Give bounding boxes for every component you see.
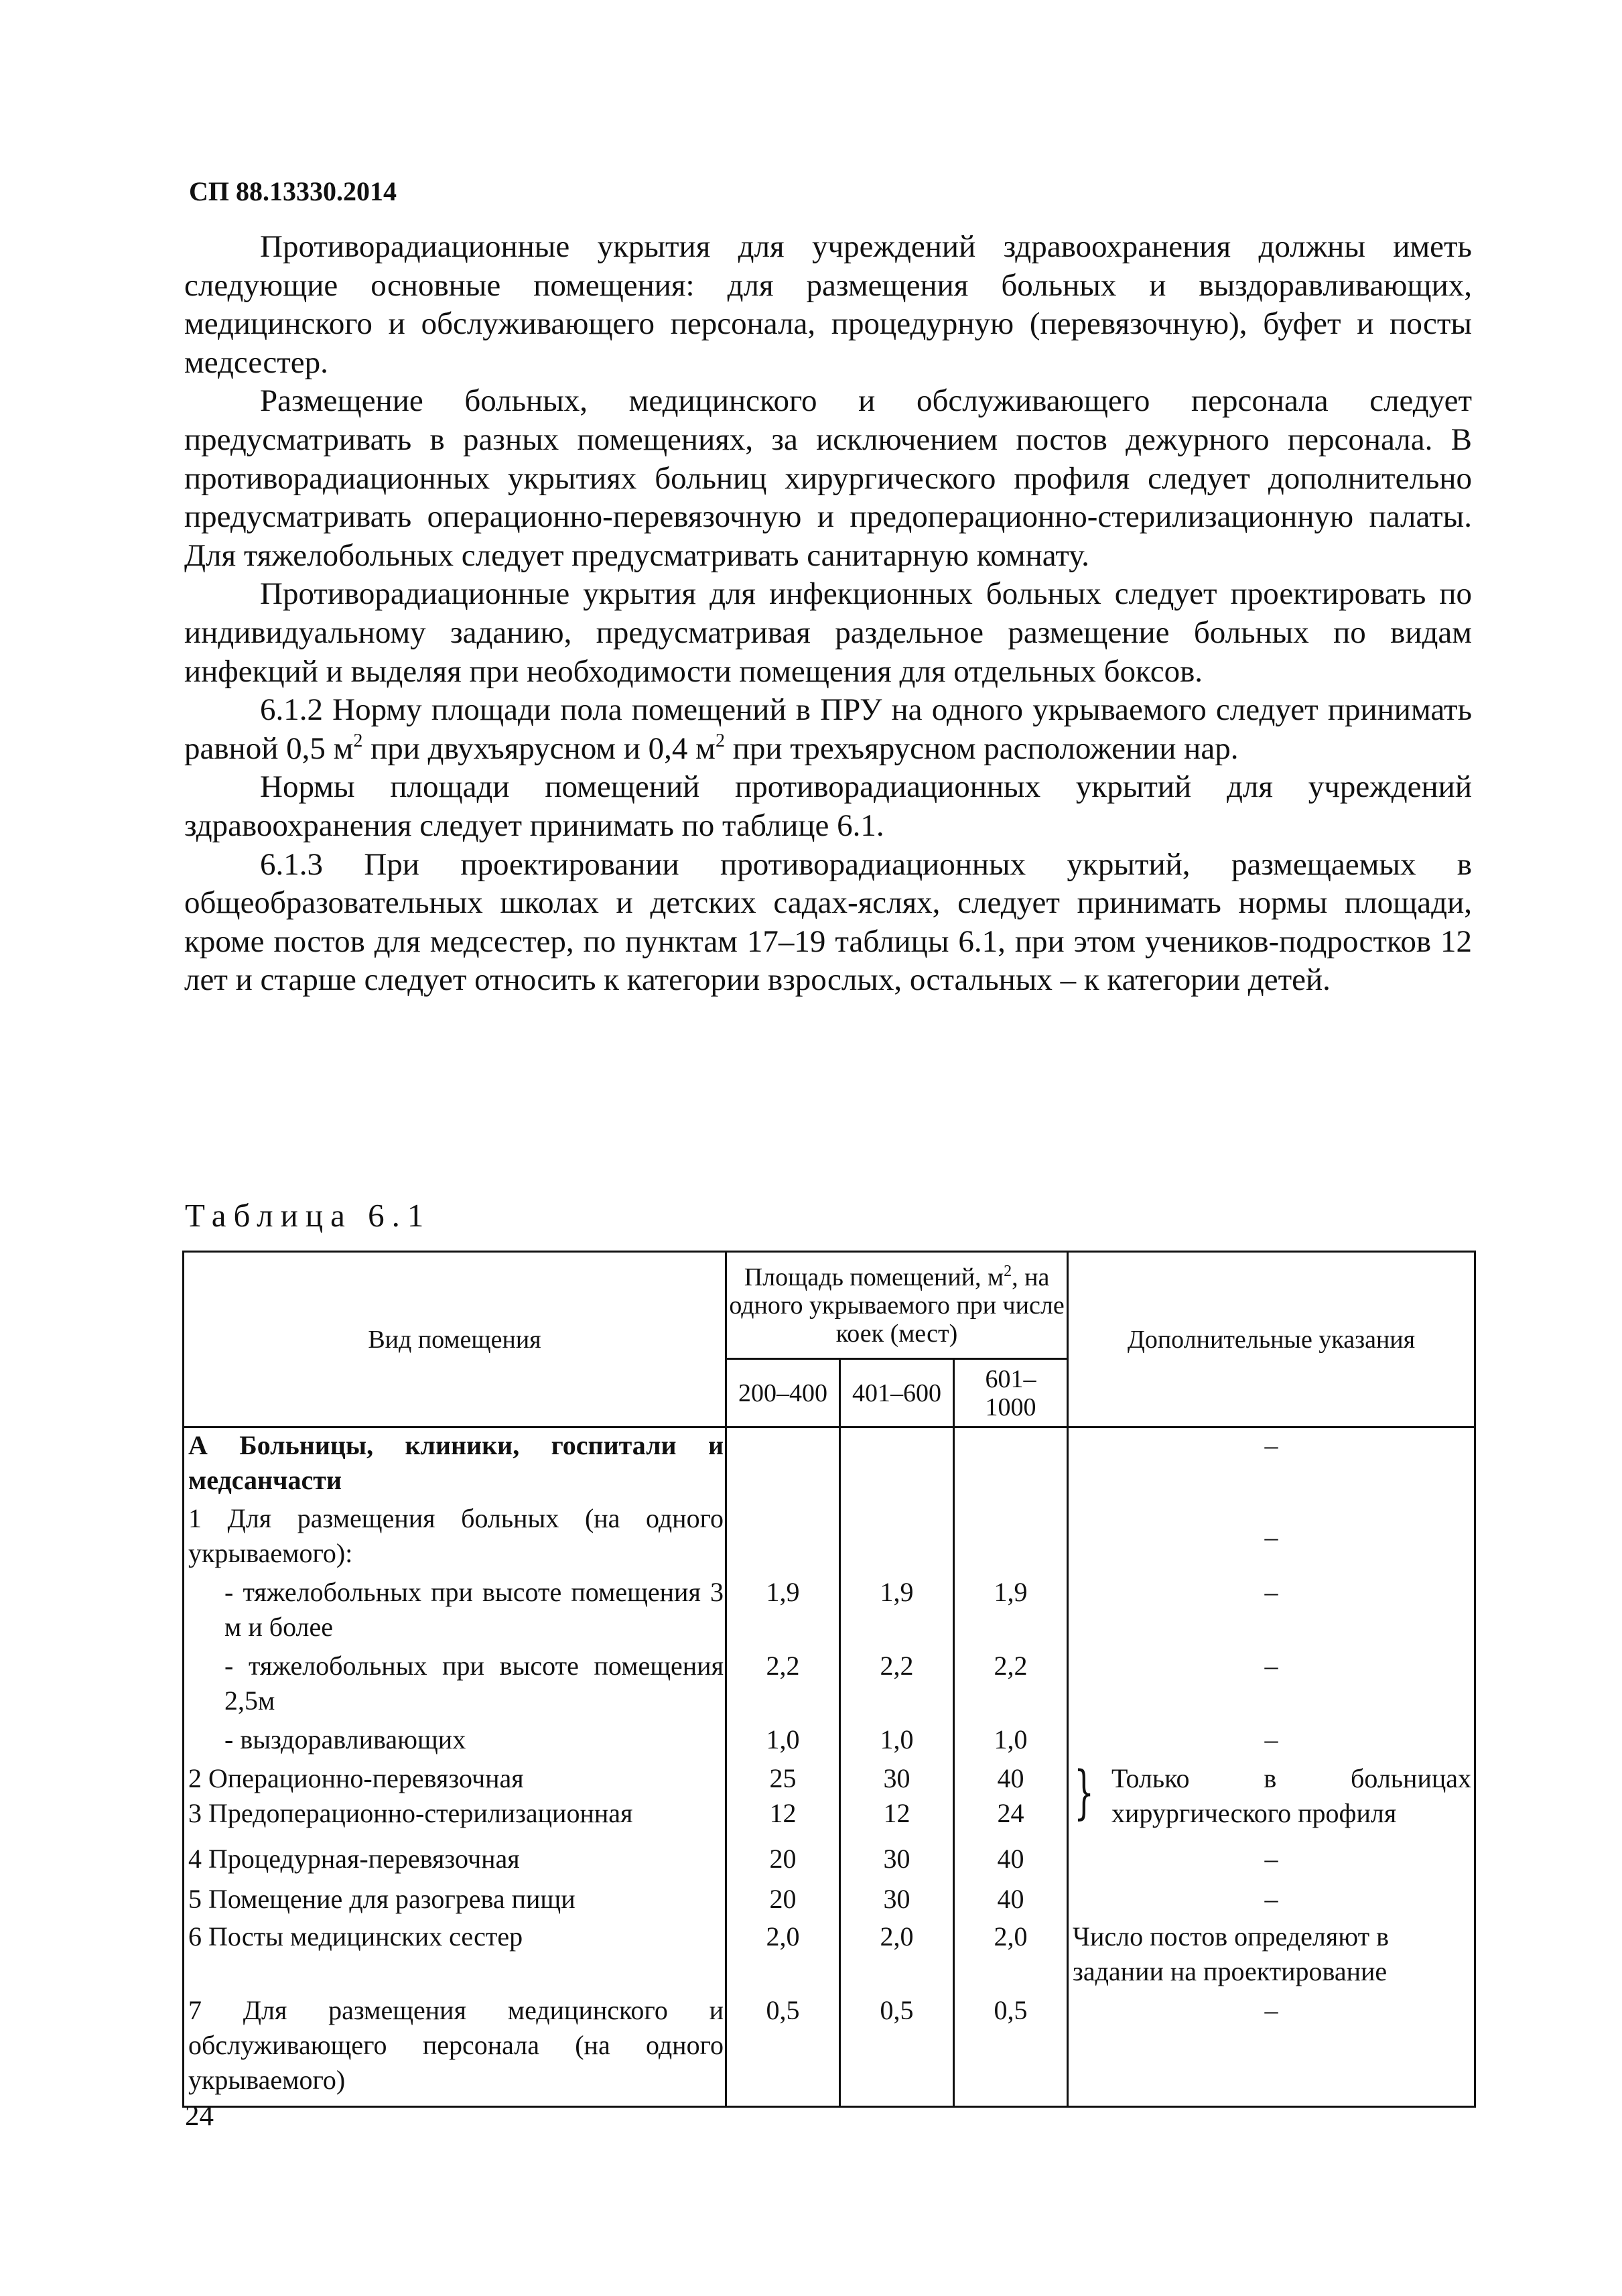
room-name: 1 Для размещения больных (на одного укрываемого): (184, 1501, 726, 1575)
table-row (184, 1993, 1475, 2107)
brace-note-line: хирургического профиля (1111, 1797, 1397, 1828)
note: – (1068, 1575, 1475, 1649)
room-name: - тяжелобольных при высоте помещения 3 м и более (184, 1575, 726, 1649)
value-601-1000: 1,0 (954, 1722, 1068, 1761)
value-401-600: 30 (840, 1842, 954, 1882)
table-row (184, 1882, 1475, 1919)
column-header-200-400: 200–400 (726, 1359, 840, 1427)
value-200-400 (726, 1501, 840, 1575)
column-header-room-type: Вид помещения (184, 1252, 726, 1427)
value-200-400: 25 (726, 1761, 840, 1796)
value-200-400: 1,0 (726, 1722, 840, 1761)
value-601-1000: 40 (954, 1761, 1068, 1796)
note: – (1068, 1501, 1475, 1575)
value-601-1000: 24 (954, 1796, 1068, 1842)
table-row (184, 1575, 1475, 1649)
value-601-1000 (954, 1427, 1068, 1501)
value-200-400: 1,9 (726, 1575, 840, 1649)
column-header-area (726, 1252, 1068, 1359)
superscript: 2 (353, 730, 363, 751)
table-row (184, 1649, 1475, 1722)
page-number: 24 (185, 2100, 214, 2132)
value-401-600: 1,9 (840, 1575, 954, 1649)
note: – (1068, 1427, 1475, 1501)
body-text (184, 228, 1472, 1000)
value-601-1000: 0,5 (954, 1993, 1068, 2107)
note: Число постов определяют в задании на проектирование (1068, 1919, 1475, 1993)
room-name: А Больницы, клиники, госпитали и медсанчасти (184, 1427, 726, 1501)
paragraph-6-1-3: 6.1.3 При проектировании противорадиационных укрытий, размещаемых в общеобразовательных школах и детских садах-яслях, следует принимать нормы площади, кроме постов для медсестер, по пунктам 17–19 таблицы 6.1, при этом учеников-подростков 12 лет и старше следует относить к категории взрослых, остальных – к категории детей. (184, 846, 1472, 998)
room-name: - выздоравливающих (184, 1722, 726, 1761)
value-401-600: 30 (840, 1761, 954, 1796)
value-200-400: 12 (726, 1796, 840, 1842)
norms-table (182, 1251, 1476, 2108)
value-401-600: 2,2 (840, 1649, 954, 1722)
paragraph: Нормы площади помещений противорадиационных укрытий для учреждений здравоохранения следует принимать по таблице 6.1. (184, 769, 1472, 843)
value-200-400: 2,0 (726, 1919, 840, 1993)
note: – (1068, 1882, 1475, 1919)
text-run: при трехъярусном расположении нар. (724, 730, 1239, 766)
note: – (1068, 1993, 1475, 2107)
column-header-601-1000: 601–1000 (954, 1359, 1068, 1427)
value-601-1000: 1,9 (954, 1575, 1068, 1649)
text-run: Площадь помещений, м (744, 1263, 1004, 1291)
text-run: 6.1.2 Норму площади пола помещений в ПРУ на одного укрываемого следует принимать равной 0,5 м (184, 692, 1472, 766)
value-200-400: 0,5 (726, 1993, 840, 2107)
document-code: СП 88.13330.2014 (189, 176, 397, 206)
value-601-1000 (954, 1501, 1068, 1575)
brace-symbol: } (1074, 1759, 1095, 1826)
room-name: 3 Предоперационно-стерилизационная (184, 1796, 726, 1842)
column-header-401-600: 401–600 (840, 1359, 954, 1427)
value-401-600: 1,0 (840, 1722, 954, 1761)
column-header-notes: Дополнительные указания (1068, 1252, 1475, 1427)
value-200-400: 20 (726, 1842, 840, 1882)
table-row (184, 1842, 1475, 1882)
value-200-400: 2,2 (726, 1649, 840, 1722)
note: – (1068, 1722, 1475, 1761)
value-401-600: 2,0 (840, 1919, 954, 1993)
brace-note-line: Только в больницах (1111, 1763, 1472, 1793)
value-401-600: 0,5 (840, 1993, 954, 2107)
room-name: 4 Процедурная-перевязочная (184, 1842, 726, 1882)
value-601-1000: 2,2 (954, 1649, 1068, 1722)
paragraph: Противорадиационные укрытия для инфекционных больных следует проектировать по индивидуальному заданию, предусматривая раздельное размещение больных по видам инфекций и выделяя при необходимости помещения для отдельных боксов. (184, 576, 1472, 689)
superscript: 2 (1004, 1262, 1012, 1280)
superscript: 2 (715, 730, 725, 751)
text-run: , на одного укрываемого при числе коек (мест) (729, 1263, 1065, 1348)
table-row (184, 1501, 1475, 1575)
value-401-600: 12 (840, 1796, 954, 1842)
room-name: 5 Помещение для разогрева пищи (184, 1882, 726, 1919)
value-601-1000: 40 (954, 1842, 1068, 1882)
value-200-400 (726, 1427, 840, 1501)
table-row (184, 1722, 1475, 1761)
value-200-400: 20 (726, 1882, 840, 1919)
note: – (1068, 1649, 1475, 1722)
value-401-600 (840, 1427, 954, 1501)
value-401-600: 30 (840, 1882, 954, 1919)
paragraph: Размещение больных, медицинского и обслуживающего персонала следует предусматривать в разных помещениях, за исключением постов дежурного персонала. В противорадиационных укрытиях больниц хирургического профиля следует дополнительно предусматривать операционно-перевязочную и предоперационно-стерилизационную палаты. Для тяжелобольных следует предусматривать санитарную комнату. (184, 383, 1472, 573)
room-name: 2 Операционно-перевязочная (184, 1761, 726, 1796)
room-name: - тяжелобольных при высоте помещения 2,5м (184, 1649, 726, 1722)
table-row (184, 1919, 1475, 1993)
table-caption: Таблица 6.1 (185, 1197, 431, 1234)
value-601-1000: 2,0 (954, 1919, 1068, 1993)
table-row (184, 1427, 1475, 1501)
brace-note (1068, 1761, 1475, 1842)
room-name: 6 Посты медицинских сестер (184, 1919, 726, 1993)
value-401-600 (840, 1501, 954, 1575)
text-run: при двухъярусном и 0,4 м (362, 730, 716, 766)
note: – (1068, 1842, 1475, 1882)
room-name: 7 Для размещения медицинского и обслуживающего персонала (на одного укрываемого) (184, 1993, 726, 2107)
paragraph-6-1-2 (184, 691, 1472, 768)
table-row (184, 1761, 1475, 1796)
paragraph: Противорадиационные укрытия для учреждений здравоохранения должны иметь следующие основные помещения: для размещения больных и выздоравливающих, медицинского и обслуживающего персонала, процедурную (перевязочную), буфет и посты медсестер. (184, 229, 1472, 380)
value-601-1000: 40 (954, 1882, 1068, 1919)
